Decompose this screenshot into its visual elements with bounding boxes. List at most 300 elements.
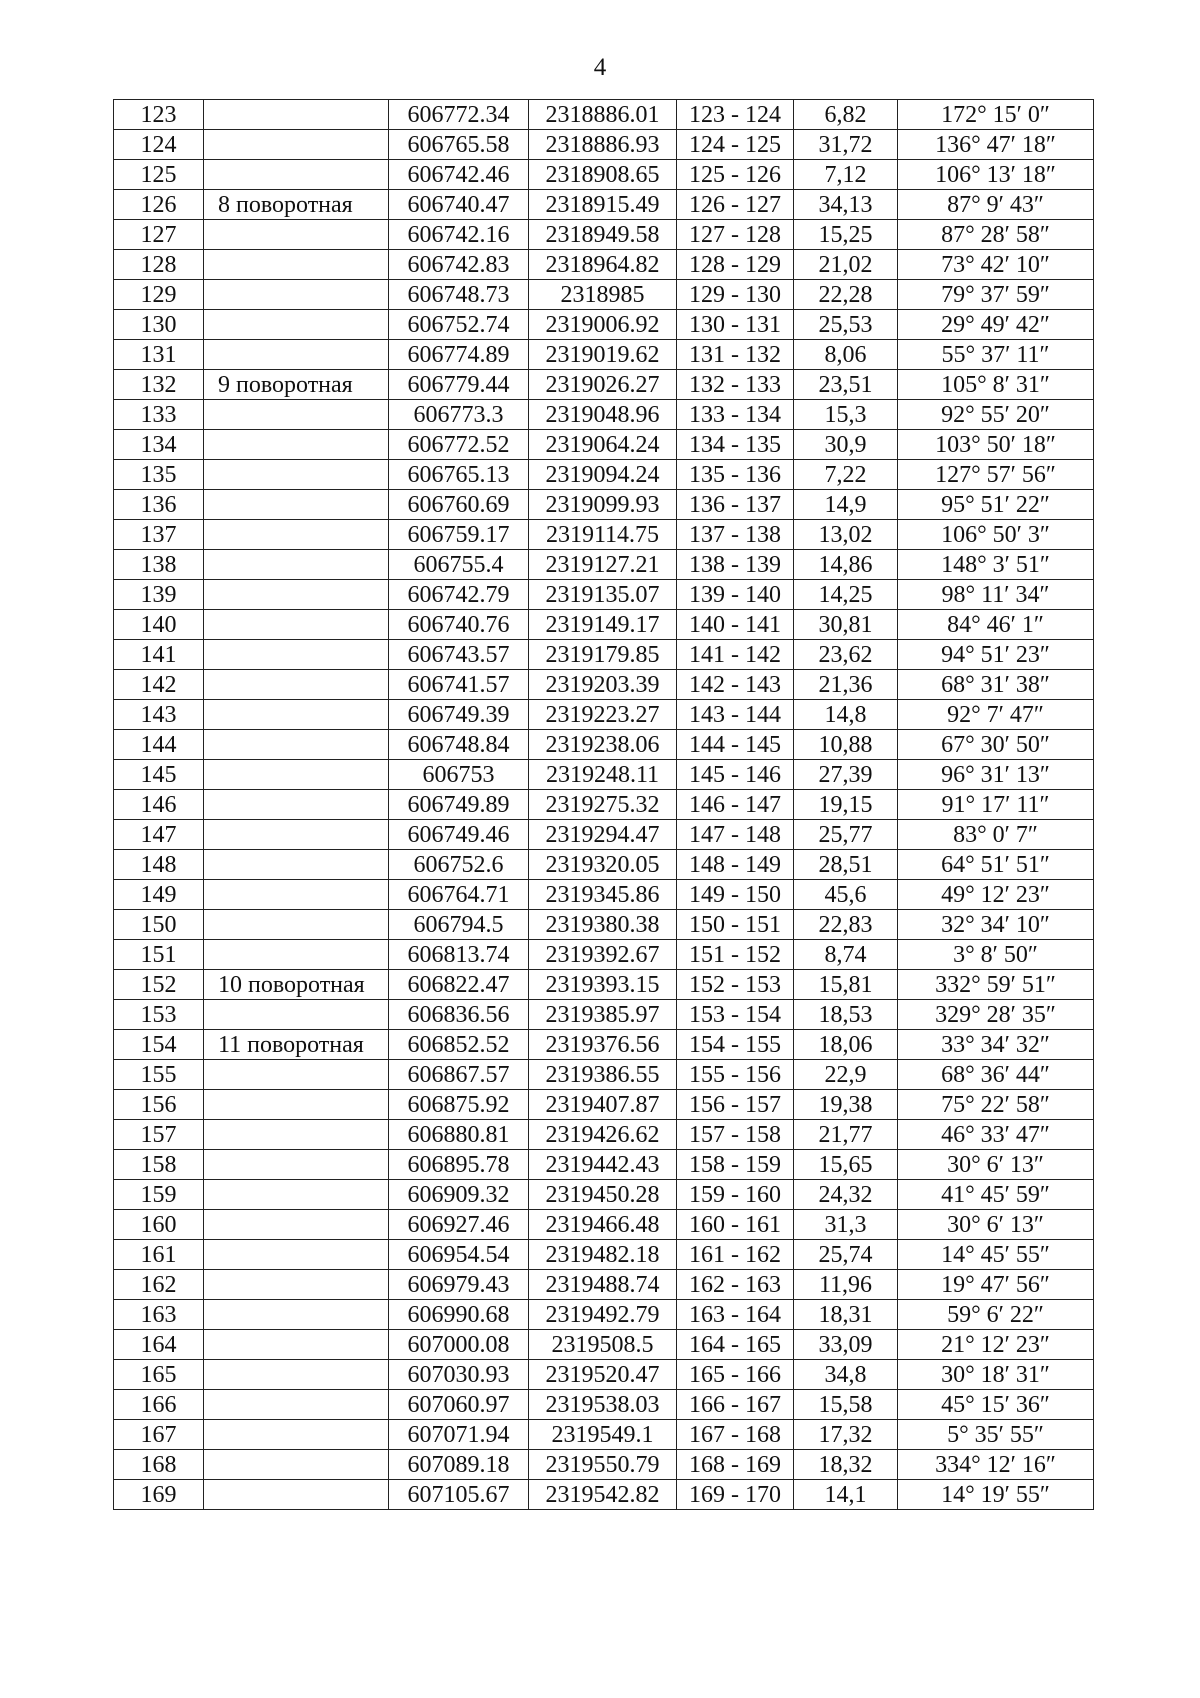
length-cell: 15,58 — [794, 1390, 898, 1420]
direction-angle-cell: 105° 8′ 31″ — [898, 370, 1094, 400]
x-coordinate-cell: 606749.89 — [389, 790, 529, 820]
y-coordinate-cell: 2319542.82 — [529, 1480, 677, 1510]
y-coordinate-cell: 2318949.58 — [529, 220, 677, 250]
table-row — [114, 910, 1094, 940]
y-coordinate-cell: 2319376.56 — [529, 1030, 677, 1060]
direction-angle-cell: 41° 45′ 59″ — [898, 1180, 1094, 1210]
y-coordinate-cell: 2319248.11 — [529, 760, 677, 790]
segment-cell: 165 - 166 — [677, 1360, 794, 1390]
segment-cell: 127 - 128 — [677, 220, 794, 250]
direction-angle-cell: 136° 47′ 18″ — [898, 130, 1094, 160]
point-number-cell: 162 — [114, 1270, 204, 1300]
point-number-cell: 152 — [114, 970, 204, 1000]
length-cell: 18,31 — [794, 1300, 898, 1330]
table-row — [114, 1120, 1094, 1150]
segment-cell: 148 - 149 — [677, 850, 794, 880]
table-row — [114, 790, 1094, 820]
direction-angle-cell: 92° 55′ 20″ — [898, 400, 1094, 430]
point-number-cell: 153 — [114, 1000, 204, 1030]
segment-cell: 166 - 167 — [677, 1390, 794, 1420]
length-cell: 14,86 — [794, 550, 898, 580]
table-row — [114, 850, 1094, 880]
direction-angle-cell: 14° 45′ 55″ — [898, 1240, 1094, 1270]
length-cell: 14,25 — [794, 580, 898, 610]
point-type-cell — [204, 520, 389, 550]
segment-cell: 152 - 153 — [677, 970, 794, 1000]
x-coordinate-cell: 607000.08 — [389, 1330, 529, 1360]
y-coordinate-cell: 2319114.75 — [529, 520, 677, 550]
length-cell: 14,9 — [794, 490, 898, 520]
point-number-cell: 148 — [114, 850, 204, 880]
length-cell: 23,51 — [794, 370, 898, 400]
point-type-cell — [204, 280, 389, 310]
segment-cell: 161 - 162 — [677, 1240, 794, 1270]
y-coordinate-cell: 2319393.15 — [529, 970, 677, 1000]
x-coordinate-cell: 606742.79 — [389, 580, 529, 610]
x-coordinate-cell: 606813.74 — [389, 940, 529, 970]
x-coordinate-cell: 606774.89 — [389, 340, 529, 370]
direction-angle-cell: 68° 36′ 44″ — [898, 1060, 1094, 1090]
x-coordinate-cell: 606742.16 — [389, 220, 529, 250]
length-cell: 30,9 — [794, 430, 898, 460]
point-number-cell: 130 — [114, 310, 204, 340]
segment-cell: 158 - 159 — [677, 1150, 794, 1180]
point-number-cell: 166 — [114, 1390, 204, 1420]
segment-cell: 132 - 133 — [677, 370, 794, 400]
y-coordinate-cell: 2319019.62 — [529, 340, 677, 370]
point-number-cell: 138 — [114, 550, 204, 580]
y-coordinate-cell: 2319345.86 — [529, 880, 677, 910]
segment-cell: 139 - 140 — [677, 580, 794, 610]
point-type-cell — [204, 1090, 389, 1120]
length-cell: 7,22 — [794, 460, 898, 490]
segment-cell: 168 - 169 — [677, 1450, 794, 1480]
point-number-cell: 168 — [114, 1450, 204, 1480]
point-type-cell — [204, 1120, 389, 1150]
point-type-cell — [204, 790, 389, 820]
direction-angle-cell: 332° 59′ 51″ — [898, 970, 1094, 1000]
point-number-cell: 167 — [114, 1420, 204, 1450]
direction-angle-cell: 92° 7′ 47″ — [898, 700, 1094, 730]
segment-cell: 131 - 132 — [677, 340, 794, 370]
length-cell: 8,06 — [794, 340, 898, 370]
point-number-cell: 131 — [114, 340, 204, 370]
length-cell: 19,38 — [794, 1090, 898, 1120]
coordinates-table — [113, 99, 1094, 1510]
direction-angle-cell: 106° 50′ 3″ — [898, 520, 1094, 550]
direction-angle-cell: 46° 33′ 47″ — [898, 1120, 1094, 1150]
direction-angle-cell: 172° 15′ 0″ — [898, 100, 1094, 130]
x-coordinate-cell: 606765.13 — [389, 460, 529, 490]
point-number-cell: 164 — [114, 1330, 204, 1360]
segment-cell: 123 - 124 — [677, 100, 794, 130]
y-coordinate-cell: 2319099.93 — [529, 490, 677, 520]
point-type-cell — [204, 430, 389, 460]
x-coordinate-cell: 606909.32 — [389, 1180, 529, 1210]
y-coordinate-cell: 2319094.24 — [529, 460, 677, 490]
point-number-cell: 160 — [114, 1210, 204, 1240]
table-row — [114, 1240, 1094, 1270]
point-number-cell: 146 — [114, 790, 204, 820]
point-type-cell — [204, 1450, 389, 1480]
x-coordinate-cell: 606759.17 — [389, 520, 529, 550]
segment-cell: 167 - 168 — [677, 1420, 794, 1450]
y-coordinate-cell: 2318908.65 — [529, 160, 677, 190]
length-cell: 31,72 — [794, 130, 898, 160]
point-type-cell — [204, 1420, 389, 1450]
segment-cell: 144 - 145 — [677, 730, 794, 760]
segment-cell: 142 - 143 — [677, 670, 794, 700]
y-coordinate-cell: 2319048.96 — [529, 400, 677, 430]
x-coordinate-cell: 606741.57 — [389, 670, 529, 700]
length-cell: 15,25 — [794, 220, 898, 250]
point-type-cell — [204, 1240, 389, 1270]
segment-cell: 134 - 135 — [677, 430, 794, 460]
x-coordinate-cell: 606749.46 — [389, 820, 529, 850]
x-coordinate-cell: 606852.52 — [389, 1030, 529, 1060]
point-type-cell — [204, 850, 389, 880]
direction-angle-cell: 96° 31′ 13″ — [898, 760, 1094, 790]
x-coordinate-cell: 606836.56 — [389, 1000, 529, 1030]
point-number-cell: 149 — [114, 880, 204, 910]
table-row — [114, 520, 1094, 550]
point-number-cell: 140 — [114, 610, 204, 640]
length-cell: 33,09 — [794, 1330, 898, 1360]
length-cell: 7,12 — [794, 160, 898, 190]
segment-cell: 156 - 157 — [677, 1090, 794, 1120]
segment-cell: 133 - 134 — [677, 400, 794, 430]
y-coordinate-cell: 2319064.24 — [529, 430, 677, 460]
segment-cell: 143 - 144 — [677, 700, 794, 730]
segment-cell: 163 - 164 — [677, 1300, 794, 1330]
length-cell: 8,74 — [794, 940, 898, 970]
x-coordinate-cell: 606880.81 — [389, 1120, 529, 1150]
x-coordinate-cell: 606740.76 — [389, 610, 529, 640]
point-type-cell — [204, 1360, 389, 1390]
table-row — [114, 340, 1094, 370]
direction-angle-cell: 68° 31′ 38″ — [898, 670, 1094, 700]
x-coordinate-cell: 607030.93 — [389, 1360, 529, 1390]
direction-angle-cell: 87° 28′ 58″ — [898, 220, 1094, 250]
length-cell: 25,53 — [794, 310, 898, 340]
segment-cell: 155 - 156 — [677, 1060, 794, 1090]
length-cell: 22,83 — [794, 910, 898, 940]
point-number-cell: 125 — [114, 160, 204, 190]
segment-cell: 140 - 141 — [677, 610, 794, 640]
length-cell: 14,8 — [794, 700, 898, 730]
direction-angle-cell: 75° 22′ 58″ — [898, 1090, 1094, 1120]
point-type-cell — [204, 700, 389, 730]
point-type-cell — [204, 1000, 389, 1030]
point-type-cell — [204, 160, 389, 190]
y-coordinate-cell: 2319488.74 — [529, 1270, 677, 1300]
x-coordinate-cell: 606752.6 — [389, 850, 529, 880]
direction-angle-cell: 127° 57′ 56″ — [898, 460, 1094, 490]
segment-cell: 154 - 155 — [677, 1030, 794, 1060]
point-type-cell — [204, 940, 389, 970]
direction-angle-cell: 103° 50′ 18″ — [898, 430, 1094, 460]
y-coordinate-cell: 2319149.17 — [529, 610, 677, 640]
point-type-cell — [204, 580, 389, 610]
length-cell: 21,77 — [794, 1120, 898, 1150]
y-coordinate-cell: 2319407.87 — [529, 1090, 677, 1120]
x-coordinate-cell: 606927.46 — [389, 1210, 529, 1240]
y-coordinate-cell: 2318886.01 — [529, 100, 677, 130]
point-type-cell — [204, 910, 389, 940]
table-row — [114, 220, 1094, 250]
table-row — [114, 1480, 1094, 1510]
length-cell: 19,15 — [794, 790, 898, 820]
direction-angle-cell: 98° 11′ 34″ — [898, 580, 1094, 610]
direction-angle-cell: 84° 46′ 1″ — [898, 610, 1094, 640]
segment-cell: 147 - 148 — [677, 820, 794, 850]
segment-cell: 138 - 139 — [677, 550, 794, 580]
x-coordinate-cell: 606742.83 — [389, 250, 529, 280]
point-number-cell: 134 — [114, 430, 204, 460]
table-row — [114, 640, 1094, 670]
length-cell: 15,65 — [794, 1150, 898, 1180]
y-coordinate-cell: 2319549.1 — [529, 1420, 677, 1450]
point-number-cell: 155 — [114, 1060, 204, 1090]
y-coordinate-cell: 2319380.38 — [529, 910, 677, 940]
x-coordinate-cell: 606742.46 — [389, 160, 529, 190]
point-number-cell: 135 — [114, 460, 204, 490]
y-coordinate-cell: 2318985 — [529, 280, 677, 310]
x-coordinate-cell: 606990.68 — [389, 1300, 529, 1330]
point-type-cell — [204, 610, 389, 640]
segment-cell: 149 - 150 — [677, 880, 794, 910]
segment-cell: 135 - 136 — [677, 460, 794, 490]
direction-angle-cell: 73° 42′ 10″ — [898, 250, 1094, 280]
point-type-cell — [204, 670, 389, 700]
point-number-cell: 169 — [114, 1480, 204, 1510]
table-body — [114, 100, 1094, 1510]
table-row — [114, 1330, 1094, 1360]
point-type-cell — [204, 1330, 389, 1360]
length-cell: 21,36 — [794, 670, 898, 700]
point-number-cell: 144 — [114, 730, 204, 760]
length-cell: 45,6 — [794, 880, 898, 910]
point-number-cell: 128 — [114, 250, 204, 280]
point-type-cell: 11 поворотная — [204, 1030, 389, 1060]
point-number-cell: 158 — [114, 1150, 204, 1180]
table-row — [114, 250, 1094, 280]
length-cell: 13,02 — [794, 520, 898, 550]
x-coordinate-cell: 606765.58 — [389, 130, 529, 160]
segment-cell: 124 - 125 — [677, 130, 794, 160]
point-type-cell — [204, 1180, 389, 1210]
length-cell: 34,8 — [794, 1360, 898, 1390]
x-coordinate-cell: 607071.94 — [389, 1420, 529, 1450]
x-coordinate-cell: 606875.92 — [389, 1090, 529, 1120]
y-coordinate-cell: 2319320.05 — [529, 850, 677, 880]
y-coordinate-cell: 2318964.82 — [529, 250, 677, 280]
table-row — [114, 670, 1094, 700]
length-cell: 25,74 — [794, 1240, 898, 1270]
x-coordinate-cell: 606822.47 — [389, 970, 529, 1000]
segment-cell: 130 - 131 — [677, 310, 794, 340]
table-row — [114, 1420, 1094, 1450]
segment-cell: 126 - 127 — [677, 190, 794, 220]
table-row — [114, 100, 1094, 130]
point-number-cell: 157 — [114, 1120, 204, 1150]
y-coordinate-cell: 2319238.06 — [529, 730, 677, 760]
length-cell: 15,3 — [794, 400, 898, 430]
length-cell: 18,32 — [794, 1450, 898, 1480]
segment-cell: 137 - 138 — [677, 520, 794, 550]
x-coordinate-cell: 606764.71 — [389, 880, 529, 910]
direction-angle-cell: 49° 12′ 23″ — [898, 880, 1094, 910]
x-coordinate-cell: 606772.34 — [389, 100, 529, 130]
length-cell: 28,51 — [794, 850, 898, 880]
point-number-cell: 147 — [114, 820, 204, 850]
segment-cell: 159 - 160 — [677, 1180, 794, 1210]
segment-cell: 157 - 158 — [677, 1120, 794, 1150]
x-coordinate-cell: 606772.52 — [389, 430, 529, 460]
point-number-cell: 156 — [114, 1090, 204, 1120]
point-number-cell: 159 — [114, 1180, 204, 1210]
x-coordinate-cell: 606755.4 — [389, 550, 529, 580]
x-coordinate-cell: 606748.84 — [389, 730, 529, 760]
point-type-cell — [204, 730, 389, 760]
table-row — [114, 310, 1094, 340]
point-number-cell: 137 — [114, 520, 204, 550]
table-row — [114, 130, 1094, 160]
segment-cell: 145 - 146 — [677, 760, 794, 790]
x-coordinate-cell: 606752.74 — [389, 310, 529, 340]
point-type-cell — [204, 490, 389, 520]
y-coordinate-cell: 2319386.55 — [529, 1060, 677, 1090]
segment-cell: 136 - 137 — [677, 490, 794, 520]
direction-angle-cell: 329° 28′ 35″ — [898, 1000, 1094, 1030]
table-row — [114, 460, 1094, 490]
page-number: 4 — [593, 54, 607, 81]
point-number-cell: 151 — [114, 940, 204, 970]
y-coordinate-cell: 2319223.27 — [529, 700, 677, 730]
segment-cell: 125 - 126 — [677, 160, 794, 190]
point-type-cell — [204, 1150, 389, 1180]
point-type-cell: 9 поворотная — [204, 370, 389, 400]
point-type-cell — [204, 400, 389, 430]
length-cell: 17,32 — [794, 1420, 898, 1450]
length-cell: 31,3 — [794, 1210, 898, 1240]
point-number-cell: 133 — [114, 400, 204, 430]
direction-angle-cell: 83° 0′ 7″ — [898, 820, 1094, 850]
point-number-cell: 129 — [114, 280, 204, 310]
point-type-cell — [204, 130, 389, 160]
table-row — [114, 280, 1094, 310]
point-number-cell: 126 — [114, 190, 204, 220]
y-coordinate-cell: 2319135.07 — [529, 580, 677, 610]
y-coordinate-cell: 2319392.67 — [529, 940, 677, 970]
y-coordinate-cell: 2319275.32 — [529, 790, 677, 820]
length-cell: 24,32 — [794, 1180, 898, 1210]
table-row — [114, 1150, 1094, 1180]
direction-angle-cell: 30° 6′ 13″ — [898, 1150, 1094, 1180]
table-row — [114, 1090, 1094, 1120]
table-row — [114, 1030, 1094, 1060]
length-cell: 15,81 — [794, 970, 898, 1000]
point-type-cell — [204, 460, 389, 490]
point-type-cell — [204, 880, 389, 910]
point-type-cell — [204, 250, 389, 280]
table-row — [114, 1300, 1094, 1330]
point-type-cell: 8 поворотная — [204, 190, 389, 220]
y-coordinate-cell: 2319203.39 — [529, 670, 677, 700]
point-type-cell — [204, 820, 389, 850]
direction-angle-cell: 29° 49′ 42″ — [898, 310, 1094, 340]
point-type-cell — [204, 640, 389, 670]
y-coordinate-cell: 2319006.92 — [529, 310, 677, 340]
length-cell: 34,13 — [794, 190, 898, 220]
x-coordinate-cell: 606749.39 — [389, 700, 529, 730]
table-row — [114, 970, 1094, 1000]
y-coordinate-cell: 2319450.28 — [529, 1180, 677, 1210]
table-row — [114, 820, 1094, 850]
x-coordinate-cell: 606760.69 — [389, 490, 529, 520]
length-cell: 11,96 — [794, 1270, 898, 1300]
point-type-cell — [204, 340, 389, 370]
point-type-cell — [204, 1210, 389, 1240]
table-row — [114, 1060, 1094, 1090]
direction-angle-cell: 3° 8′ 50″ — [898, 940, 1094, 970]
y-coordinate-cell: 2319442.43 — [529, 1150, 677, 1180]
point-number-cell: 161 — [114, 1240, 204, 1270]
point-type-cell — [204, 310, 389, 340]
direction-angle-cell: 14° 19′ 55″ — [898, 1480, 1094, 1510]
segment-cell: 153 - 154 — [677, 1000, 794, 1030]
point-number-cell: 136 — [114, 490, 204, 520]
y-coordinate-cell: 2319508.5 — [529, 1330, 677, 1360]
direction-angle-cell: 32° 34′ 10″ — [898, 910, 1094, 940]
point-number-cell: 150 — [114, 910, 204, 940]
table-row — [114, 1360, 1094, 1390]
y-coordinate-cell: 2319179.85 — [529, 640, 677, 670]
table-row — [114, 610, 1094, 640]
direction-angle-cell: 30° 18′ 31″ — [898, 1360, 1094, 1390]
point-type-cell — [204, 550, 389, 580]
y-coordinate-cell: 2319385.97 — [529, 1000, 677, 1030]
point-number-cell: 139 — [114, 580, 204, 610]
table-row — [114, 490, 1094, 520]
table-row — [114, 550, 1094, 580]
direction-angle-cell: 95° 51′ 22″ — [898, 490, 1094, 520]
table-row — [114, 160, 1094, 190]
segment-cell: 146 - 147 — [677, 790, 794, 820]
y-coordinate-cell: 2319520.47 — [529, 1360, 677, 1390]
y-coordinate-cell: 2319026.27 — [529, 370, 677, 400]
table-row — [114, 1270, 1094, 1300]
table-row — [114, 1390, 1094, 1420]
point-type-cell: 10 поворотная — [204, 970, 389, 1000]
point-number-cell: 141 — [114, 640, 204, 670]
table-row — [114, 370, 1094, 400]
table-row — [114, 580, 1094, 610]
length-cell: 6,82 — [794, 100, 898, 130]
y-coordinate-cell: 2319550.79 — [529, 1450, 677, 1480]
segment-cell: 128 - 129 — [677, 250, 794, 280]
x-coordinate-cell: 606748.73 — [389, 280, 529, 310]
x-coordinate-cell: 606867.57 — [389, 1060, 529, 1090]
x-coordinate-cell: 606979.43 — [389, 1270, 529, 1300]
direction-angle-cell: 30° 6′ 13″ — [898, 1210, 1094, 1240]
point-number-cell: 127 — [114, 220, 204, 250]
point-number-cell: 142 — [114, 670, 204, 700]
y-coordinate-cell: 2319127.21 — [529, 550, 677, 580]
segment-cell: 162 - 163 — [677, 1270, 794, 1300]
table-row — [114, 400, 1094, 430]
point-number-cell: 143 — [114, 700, 204, 730]
